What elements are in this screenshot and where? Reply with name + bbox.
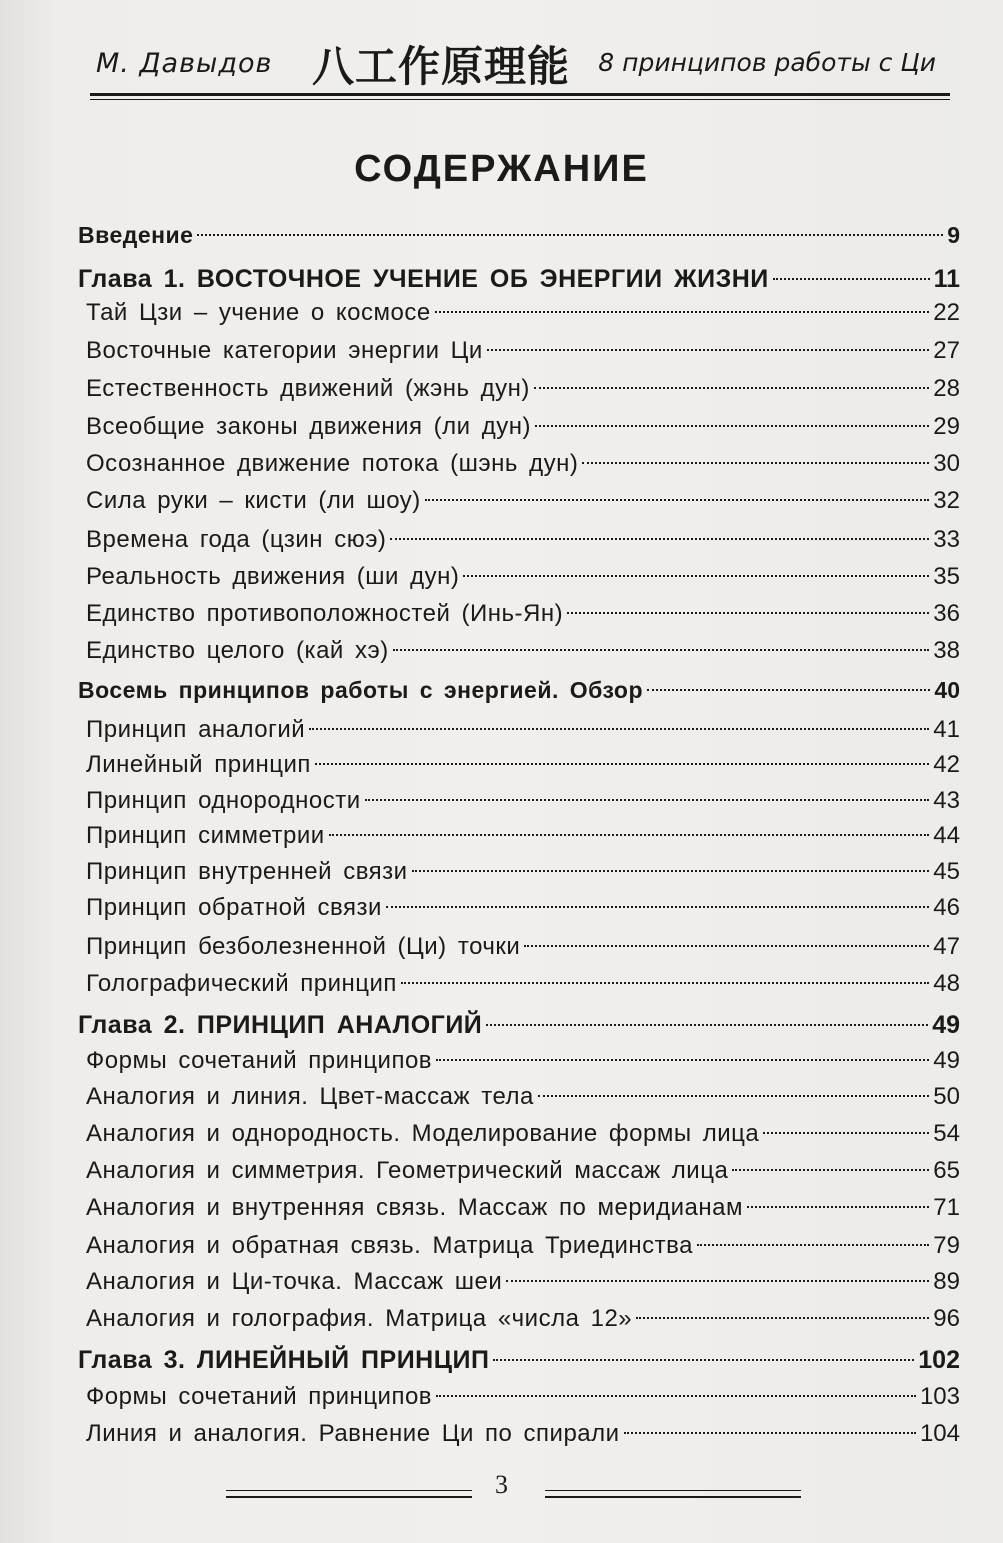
toc-dot-leader — [697, 1244, 929, 1246]
toc-entry — [78, 1229, 960, 1263]
toc-entry — [78, 597, 960, 631]
toc-dot-leader — [435, 311, 930, 313]
toc-entry-title: Введение — [78, 222, 194, 248]
toc-entry — [78, 891, 960, 925]
toc-dot-leader — [386, 906, 929, 908]
toc-dot-leader — [535, 425, 929, 427]
toc-dot-leader — [624, 1432, 916, 1434]
toc-page-number: 50 — [933, 1083, 960, 1110]
toc-page-number: 40 — [934, 677, 960, 703]
toc-dot-leader — [197, 234, 943, 236]
toc-entry-title: Голографический принцип — [86, 970, 397, 997]
toc-dot-leader — [636, 1317, 929, 1319]
toc-entry-title: Принцип аналогий — [86, 716, 306, 743]
toc-entry — [78, 1044, 960, 1078]
toc-dot-leader — [647, 689, 930, 691]
footer-rule-right-thin — [545, 1490, 801, 1491]
toc-entry-title: Аналогия и однородность. Моделирование формы лица — [86, 1120, 760, 1147]
toc-entry — [78, 967, 960, 1001]
toc-page-number: 47 — [933, 933, 960, 960]
toc-entry-title: Линейный принцип — [86, 751, 311, 778]
toc-entry-title: Восемь принципов работы с энергией. Обзор — [78, 677, 644, 703]
toc-chapter — [78, 1343, 960, 1377]
toc-entry-title: Восточные категории энергии Ци — [86, 337, 483, 364]
toc-entry — [78, 560, 960, 594]
toc-dot-leader — [436, 1059, 929, 1061]
toc-dot-leader — [412, 870, 930, 872]
toc-dot-leader — [524, 945, 929, 947]
toc-page-number: 28 — [933, 375, 960, 402]
toc-dot-leader — [365, 799, 930, 801]
toc-page-number: 48 — [933, 970, 960, 997]
toc-dot-leader — [425, 499, 930, 501]
toc-entry-title: Принцип обратной связи — [86, 894, 382, 921]
header-cjk-title: 八工作原理能 — [312, 42, 571, 91]
toc-page-number: 9 — [947, 222, 960, 248]
toc-entry — [78, 296, 960, 330]
toc-page-number: 89 — [933, 1268, 960, 1295]
toc-dot-leader — [773, 278, 930, 280]
toc-dot-leader — [463, 575, 929, 577]
header-rule-thin — [90, 99, 950, 100]
toc-page-number: 11 — [933, 265, 960, 293]
toc-page-number: 104 — [919, 1420, 960, 1447]
toc-entry-title: Линия и аналогия. Равнение Ци по спирали — [86, 1420, 620, 1447]
toc-page-number: 27 — [933, 337, 960, 364]
toc-entry-title: Сила руки – кисти (ли шоу) — [86, 487, 421, 514]
toc-page-number: 102 — [918, 1346, 960, 1374]
toc-entry-title: Аналогия и внутренняя связь. Массаж по меридианам — [86, 1194, 743, 1221]
toc-entry — [78, 1154, 960, 1188]
toc-page-number: 30 — [933, 450, 960, 477]
toc-entry-title: Времена года (цзин сюэ) — [86, 526, 387, 553]
toc-page-number: 65 — [933, 1157, 960, 1184]
toc-page-number: 22 — [933, 299, 960, 326]
toc-dot-leader — [401, 982, 929, 984]
toc-entry-title: Формы сочетаний принципов — [86, 1047, 433, 1074]
header-rule — [90, 93, 950, 96]
toc-page-number: 103 — [919, 1383, 960, 1410]
toc-dot-leader — [493, 1359, 914, 1361]
footer-rule-left-thin — [226, 1490, 472, 1491]
toc-entry-title: Глава 1. ВОСТОЧНОЕ УЧЕНИЕ ОБ ЭНЕРГИИ ЖИЗНИ — [78, 265, 769, 293]
toc-chapter — [78, 1008, 960, 1042]
toc-entry-title: Аналогия и обратная связь. Матрица Триединства — [86, 1232, 693, 1259]
toc-dot-leader — [747, 1206, 929, 1208]
toc-page-number: 35 — [933, 563, 960, 590]
toc-dot-leader — [538, 1095, 929, 1097]
toc-entry — [78, 1265, 960, 1299]
toc-entry-title: Аналогия и голография. Матрица «числа 12» — [86, 1305, 633, 1332]
toc-dot-leader — [486, 1024, 928, 1026]
toc-entry — [78, 1117, 960, 1151]
toc-entry-title: Принцип безболезненной (Ци) точки — [86, 933, 521, 960]
toc-page-number: 43 — [933, 787, 960, 814]
toc-entry-title: Принцип внутренней связи — [86, 858, 408, 885]
toc-entry — [78, 523, 960, 557]
toc-entry-title: Аналогия и Ци-точка. Массаж шеи — [86, 1268, 503, 1295]
toc-entry — [78, 1380, 960, 1414]
page-number: 3 — [495, 1470, 508, 1499]
toc-entry — [78, 410, 960, 444]
toc-entry — [78, 634, 960, 668]
footer-rule-left — [226, 1496, 472, 1498]
header-author: М. Давыдов — [96, 48, 273, 79]
toc-entry — [78, 1417, 960, 1451]
toc-entry — [78, 713, 960, 747]
toc-page-number: 33 — [933, 526, 960, 553]
toc-entry — [78, 484, 960, 518]
toc-entry — [78, 372, 960, 406]
toc-section — [78, 673, 960, 707]
running-header — [90, 30, 950, 92]
toc-entry-title: Всеобщие законы движения (ли дун) — [86, 413, 531, 440]
toc-entry-title: Единство целого (кай хэ) — [86, 637, 389, 664]
toc-title: СОДЕРЖАНИЕ — [354, 148, 649, 190]
toc-page-number: 46 — [933, 894, 960, 921]
toc-entry — [78, 784, 960, 818]
toc-entry-title: Тай Цзи – учение о космосе — [86, 299, 431, 326]
toc-page-number: 32 — [933, 487, 960, 514]
toc-entry — [78, 334, 960, 368]
toc-dot-leader — [487, 349, 929, 351]
toc-entry-title: Глава 2. ПРИНЦИП АНАЛОГИЙ — [78, 1011, 483, 1039]
toc-dot-leader — [582, 462, 929, 464]
toc-page-number: 96 — [933, 1305, 960, 1332]
toc-dot-leader — [567, 612, 929, 614]
toc-dot-leader — [436, 1395, 916, 1397]
toc-page-number: 29 — [933, 413, 960, 440]
toc-entry — [78, 819, 960, 853]
footer-rule-right — [545, 1496, 801, 1498]
toc-dot-leader — [506, 1280, 929, 1282]
toc-dot-leader — [534, 387, 929, 389]
toc-page-number: 49 — [932, 1011, 960, 1039]
toc-page-number: 54 — [933, 1120, 960, 1147]
header-subtitle: 8 принципов работы с Ци — [598, 48, 936, 77]
toc-page-number: 38 — [933, 637, 960, 664]
toc-entry — [78, 748, 960, 782]
toc-dot-leader — [763, 1132, 929, 1134]
toc-dot-leader — [329, 834, 930, 836]
toc-entry — [78, 1080, 960, 1114]
toc-entry-title: Глава 3. ЛИНЕЙНЫЙ ПРИНЦИП — [78, 1346, 490, 1374]
toc-page-number: 45 — [933, 858, 960, 885]
toc-page-number: 71 — [933, 1194, 960, 1221]
toc-entry-title: Единство противоположностей (Инь-Ян) — [86, 600, 564, 627]
toc-entry-title: Аналогия и линия. Цвет-массаж тела — [86, 1083, 534, 1110]
toc-entry-title: Формы сочетаний принципов — [86, 1383, 433, 1410]
toc-entry-title: Принцип симметрии — [86, 822, 325, 849]
toc-page-number: 42 — [933, 751, 960, 778]
toc-entry-title: Принцип однородности — [86, 787, 361, 814]
toc-entry-title: Осознанное движение потока (шэнь дун) — [86, 450, 579, 477]
toc-entry — [78, 930, 960, 964]
toc-page-number: 41 — [933, 716, 960, 743]
toc-dot-leader — [315, 763, 929, 765]
toc-entry — [78, 1302, 960, 1336]
toc-entry-title: Естественность движений (жэнь дун) — [86, 375, 530, 402]
toc-dot-leader — [732, 1169, 929, 1171]
toc-dot-leader — [390, 538, 929, 540]
toc-entry-title: Аналогия и симметрия. Геометрический массаж лица — [86, 1157, 729, 1184]
toc-entry — [78, 855, 960, 889]
toc-page-number: 36 — [933, 600, 960, 627]
toc-entry — [78, 1191, 960, 1225]
toc-page-number: 49 — [933, 1047, 960, 1074]
toc-entry-title: Реальность движения (ши дун) — [86, 563, 460, 590]
toc-dot-leader — [393, 649, 930, 651]
toc-chapter — [78, 262, 960, 296]
toc-section — [78, 218, 960, 252]
toc-dot-leader — [309, 728, 929, 730]
toc-page-number: 79 — [933, 1232, 960, 1259]
toc-entry — [78, 447, 960, 481]
toc-page-number: 44 — [933, 822, 960, 849]
